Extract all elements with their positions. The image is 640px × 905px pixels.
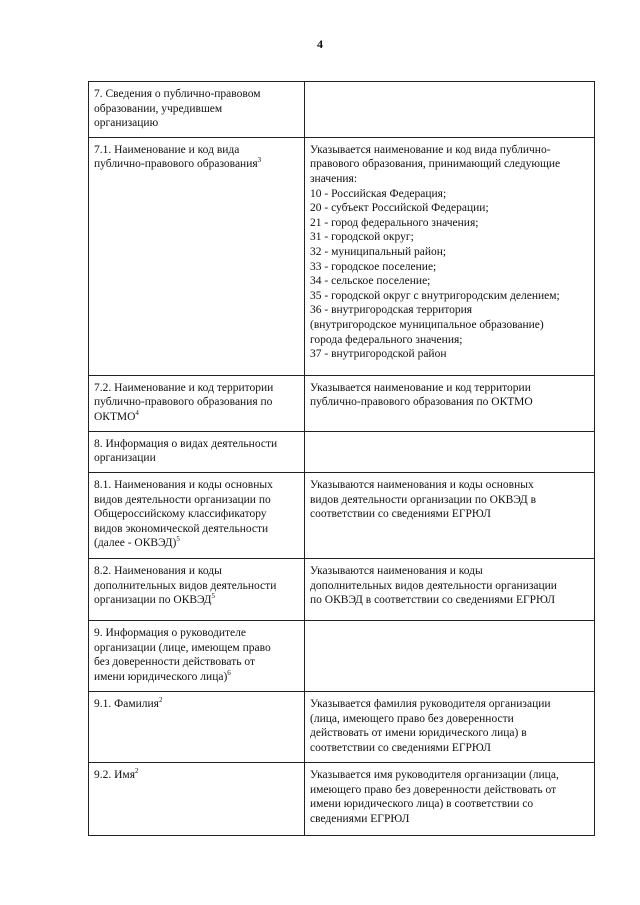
field-description-line: 33 - городское поселение;	[310, 260, 437, 273]
field-name-line	[94, 493, 300, 508]
field-name-line	[94, 437, 300, 452]
field-name-text: образовании, учредившем	[94, 102, 223, 115]
field-description-cell	[305, 375, 595, 431]
field-name-text: 8. Информация о видах деятельности	[94, 437, 278, 450]
field-description-cell	[305, 472, 595, 558]
field-description-line: 21 - город федерального значения;	[310, 216, 479, 229]
field-description-line: соответствии со сведениями ЕГРЮЛ	[310, 508, 491, 521]
table-row	[89, 472, 595, 558]
field-name-text: 9. Информация о руководителе	[94, 626, 246, 639]
field-name-cell	[89, 137, 305, 375]
field-description-line: 32 - муниципальный район;	[310, 245, 447, 258]
field-description-line: действовать от имени юридического лица) в	[310, 727, 527, 740]
table-row	[89, 137, 595, 375]
field-description-line: 31 - городской округ;	[310, 231, 414, 244]
field-name-line	[94, 593, 300, 608]
field-description-line: имеющего право без доверенности действовать от	[310, 783, 557, 796]
field-name-cell	[89, 691, 305, 762]
field-description-line: города федерального значения;	[310, 333, 463, 346]
field-description-cell	[305, 431, 595, 472]
field-name-cell	[89, 558, 305, 620]
field-name-line	[94, 697, 300, 712]
field-name-text: 8.1. Наименования и коды основных	[94, 478, 273, 491]
field-name-line	[94, 768, 300, 783]
table-row	[89, 620, 595, 691]
field-name-cell	[89, 762, 305, 835]
field-name-line	[94, 536, 300, 551]
field-name-line	[94, 87, 300, 102]
field-name-text: 9.2. Имя	[94, 768, 135, 781]
field-name-cell	[89, 82, 305, 138]
field-name-line	[94, 522, 300, 537]
field-name-line	[94, 670, 300, 685]
field-description-line: видов деятельности организации по ОКВЭД в	[310, 493, 537, 506]
field-name-text: (далее - ОКВЭД)	[94, 537, 177, 550]
field-name-text: публично-правового образования по	[94, 396, 273, 409]
field-name-text: организации по ОКВЭД	[94, 594, 212, 607]
page-number: 4	[317, 37, 323, 51]
field-description-line: Указывается наименование и код вида публично-	[310, 143, 551, 156]
field-name-line	[94, 381, 300, 396]
field-description-line: публично-правового образования по ОКТМО	[310, 396, 533, 409]
field-name-text: публично-правового образования	[94, 158, 258, 171]
footnote-ref: 5	[211, 592, 216, 601]
info-table	[88, 81, 595, 836]
field-name-text: организацию	[94, 117, 159, 130]
field-name-line	[94, 507, 300, 522]
field-description-line: Указывается наименование и код территории	[310, 381, 531, 394]
field-name-line	[94, 579, 300, 594]
footnote-ref: 4	[135, 409, 139, 418]
field-name-text: организации	[94, 452, 156, 465]
field-description-line: имени юридического лица) в соответствии со	[310, 798, 534, 811]
field-name-line	[94, 641, 300, 656]
footnote-ref: 3	[257, 156, 262, 165]
field-name-text: 7.1. Наименование и код вида	[94, 143, 240, 156]
field-description-line: (внутригородское муниципальное образование)	[310, 318, 544, 331]
field-name-line	[94, 451, 300, 466]
table-row	[89, 762, 595, 835]
field-description-line: (лица, имеющего право без доверенности	[310, 712, 514, 725]
field-description-cell	[305, 620, 595, 691]
field-description-line: Указываются наименования и коды основных	[310, 478, 534, 491]
field-name-text: 8.2. Наименования и коды	[94, 564, 222, 577]
field-description-line: 37 - внутригородской район	[310, 348, 447, 361]
field-name-line	[94, 395, 300, 410]
field-name-cell	[89, 375, 305, 431]
field-description-cell	[305, 137, 595, 375]
field-name-text: видов деятельности организации по	[94, 493, 271, 506]
footnote-ref: 5	[176, 535, 180, 544]
field-name-text: 9.1. Фамилия	[94, 697, 159, 710]
field-description-line: значения:	[310, 172, 358, 185]
table-row	[89, 82, 595, 138]
field-name-line	[94, 410, 300, 425]
field-name-text: 7.2. Наименование и код территории	[94, 381, 274, 394]
field-name-cell	[89, 472, 305, 558]
table-row	[89, 691, 595, 762]
field-description-line: 35 - городской округ с внутригородским делением;	[310, 289, 560, 302]
field-description-line: по ОКВЭД в соответствии со сведениями ЕГРЮЛ	[310, 594, 556, 607]
field-name-text: имени юридического лица)	[94, 670, 228, 683]
table-row	[89, 375, 595, 431]
field-name-text: дополнительных видов деятельности	[94, 579, 277, 592]
field-description-cell	[305, 558, 595, 620]
field-name-text: организации (лице, имеющем право	[94, 641, 271, 654]
field-name-text: ОКТМО	[94, 410, 136, 423]
table-body	[89, 82, 595, 836]
field-name-text: 7. Сведения о публично-правовом	[94, 88, 261, 100]
field-description-line: 34 - сельское поселение;	[310, 275, 431, 288]
field-name-line	[94, 564, 300, 579]
field-name-line	[94, 102, 300, 117]
field-description-line: сведениями ЕГРЮЛ	[310, 812, 410, 825]
table-row	[89, 431, 595, 472]
field-description-cell	[305, 82, 595, 138]
field-description-line: Указывается имя руководителя организации (лица,	[310, 768, 559, 781]
table-row	[89, 558, 595, 620]
field-name-line	[94, 157, 300, 172]
field-description-cell	[305, 762, 595, 835]
field-name-line	[94, 626, 300, 641]
field-description-line: Указывается фамилия руководителя организации	[310, 697, 551, 710]
field-name-text: без доверенности действовать от	[94, 656, 255, 669]
field-description-line: соответствии со сведениями ЕГРЮЛ	[310, 741, 491, 754]
field-description-line: Указываются наименования и коды	[310, 564, 483, 577]
field-name-line	[94, 655, 300, 670]
field-name-cell	[89, 620, 305, 691]
field-description-line: дополнительных видов деятельности организации	[310, 579, 557, 592]
field-description-line: 10 - Российская Федерация;	[310, 187, 447, 200]
field-description-line: 20 - субъект Российской Федерации;	[310, 202, 489, 215]
field-name-line	[94, 116, 300, 131]
field-name-cell	[89, 431, 305, 472]
footnote-ref: 2	[158, 696, 163, 705]
field-name-line	[94, 143, 300, 158]
field-description-line: правового образования, принимающий следующие	[310, 158, 561, 171]
field-name-text: Общероссийскому классификатору	[94, 508, 267, 521]
field-name-text: видов экономической деятельности	[94, 522, 269, 535]
field-description-line: 36 - внутригородская территория	[310, 304, 473, 317]
field-name-line	[94, 478, 300, 493]
footnote-ref: 2	[135, 767, 139, 776]
field-description-cell	[305, 691, 595, 762]
footnote-ref: 6	[227, 668, 231, 677]
